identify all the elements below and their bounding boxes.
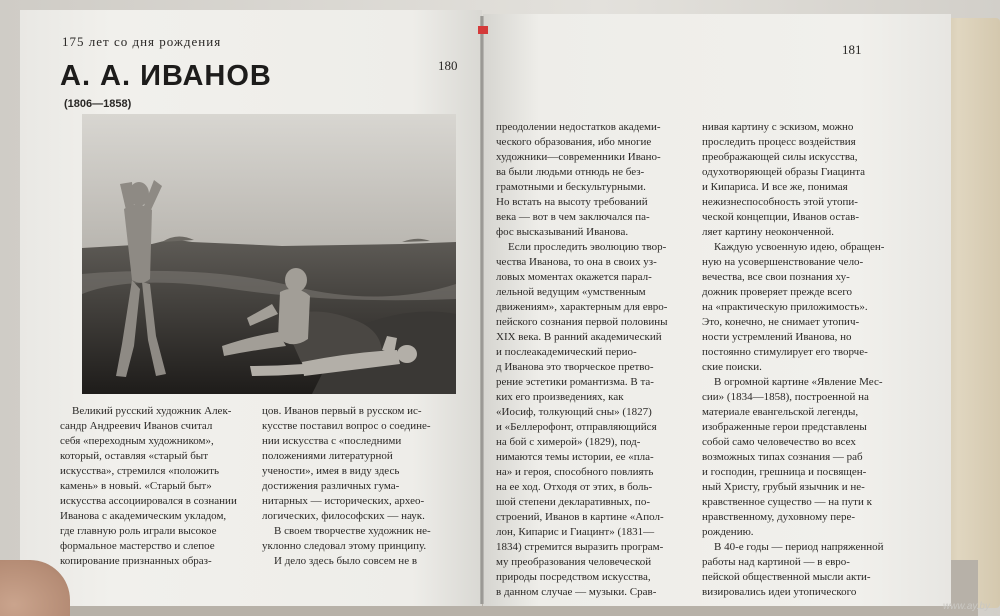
text-line: И дело здесь было совсем не в [274, 555, 418, 567]
text-line: Каждую усвоенную идею, обращен- [714, 241, 885, 253]
artist-dates: (1806—1858) [64, 98, 132, 110]
text-line: нимаются темы истории, ее «пла- [496, 451, 654, 463]
running-head: 175 лет со дня рождения [62, 34, 222, 49]
text-line: и послеакадемический перио- [496, 346, 637, 358]
text-line: Если проследить эволюцию твор- [508, 241, 667, 253]
text-column-4 [702, 120, 888, 600]
text-line: искусства ассоциировался в сознании [60, 495, 237, 507]
text-line: дожник проверяет прежде всего [702, 286, 853, 298]
text-line: «Иосиф, толкующий сны» (1827) [496, 406, 652, 418]
text-line: который, оставляя «старый быт [60, 450, 208, 462]
text-line: положениями литературной [262, 450, 393, 462]
text-line: ляет картину неоконченной. [702, 226, 834, 238]
text-line: ва были людьми отнюдь не без- [496, 166, 645, 178]
book-spine [480, 16, 484, 604]
text-line: пейской общественной мысли акти- [702, 571, 871, 583]
text-line: материале евангельской легенды, [702, 406, 859, 418]
text-line: искусства», стремился «положить [60, 465, 219, 477]
text-line: природы посредством искусства, [496, 571, 651, 583]
text-line: Иванова с академическим укладом, [60, 510, 227, 522]
text-line: грамотными и бескультурными. [496, 181, 646, 193]
text-line: рение эстетики романтизма. В та- [496, 376, 654, 388]
page-number-left: 180 [438, 58, 458, 73]
text-line: сандр Андреевич Иванов считал [60, 420, 213, 432]
text-line: движениям», характерным для евро- [496, 301, 668, 313]
text-line: сии» (1834—1858), построенной на [702, 391, 869, 403]
text-line: одухотворяющей образы Гиацинта [702, 166, 866, 178]
text-line: достижения различных гума- [262, 480, 400, 492]
text-line: строений, Иванов в картине «Апол- [496, 511, 664, 523]
text-line: рождению. [702, 526, 754, 538]
text-line: В огромной картине «Явление Мес- [714, 376, 883, 388]
text-line: собой само человечество во всех [702, 436, 856, 448]
text-line: Но встать на высоту требований [496, 196, 648, 208]
text-line: ких его произведениях, как [496, 391, 624, 403]
text-line: В своем творчестве художник не- [274, 525, 431, 537]
text-line: в данном случае — музыки. Срав- [496, 586, 657, 598]
text-line: XIX века. В ранний академический [496, 331, 662, 343]
text-line: нивая картину с эскизом, можно [702, 121, 854, 133]
text-line: ный Христу, грубый язычник и не- [702, 481, 865, 493]
text-line: цов. Иванов первый в русском ис- [262, 405, 422, 417]
text-line: и Кипариса. И все же, понимая [702, 181, 848, 193]
text-line: работы над картиной — в евро- [702, 556, 850, 568]
text-line: художники—современники Ивано- [496, 151, 661, 163]
text-line: и «Беллерофонт, отправляющийся [496, 421, 657, 433]
text-line: на» и героя, способного повлиять [496, 466, 654, 478]
text-line: возможных типах сознания — раб [702, 451, 863, 463]
page-number-right: 181 [842, 42, 862, 57]
text-line: Это, конечно, не снимает утопич- [702, 316, 860, 328]
article-title: А. А. ИВАНОВ [60, 60, 272, 92]
text-line: нежизнеспособность этой утопи- [702, 196, 858, 208]
text-line: ловых моментах окажется парал- [496, 271, 652, 283]
text-line: ские поиски. [702, 361, 762, 373]
text-line: и господин, грешница и посвящен- [702, 466, 867, 478]
text-line: формальное мастерство и слепое [60, 540, 215, 552]
text-line: себя «переходным художником», [60, 435, 214, 447]
text-line: ческого образования, ибо многие [496, 136, 652, 148]
text-line: визировались идеи утопического [702, 586, 857, 598]
text-line: ческой концепции, Иванов остав- [702, 211, 860, 223]
text-line: шой степени декларативных, по- [496, 496, 650, 508]
painting-reproduction [82, 114, 456, 394]
text-line: фос высказываний Иванова. [496, 226, 629, 238]
text-column-3 [496, 120, 688, 600]
text-line: проследить процесс воздействия [702, 136, 856, 148]
text-line: кусстве поставил вопрос о соедине- [262, 420, 431, 432]
text-line: нравственному, духовному пере- [702, 511, 856, 523]
text-line: кравственное существо — на пути к [702, 496, 872, 508]
text-line: лельной ведущим «умственным [496, 286, 646, 298]
text-line: постоянно стимулирует его творче- [702, 346, 868, 358]
text-line: копирование признанных образ- [60, 555, 212, 567]
bookmark-ribbon [478, 26, 488, 34]
text-line: логических, философских — наук. [262, 510, 425, 522]
text-line: вечества, все свои познания ху- [702, 271, 850, 283]
text-line: преображающей силы искусства, [702, 151, 858, 163]
text-line: ную на усовершенствование чело- [702, 256, 864, 268]
text-line: пейского сознания первой половины [496, 316, 668, 328]
text-line: на ее ход. Отходя от этих, в боль- [496, 481, 653, 493]
text-line: нитарных — исторических, архео- [262, 495, 425, 507]
text-line: на «практическую приложимость». [702, 301, 868, 313]
text-line: Великий русский художник Алек- [72, 405, 232, 417]
text-line: века — вот в чем заключался па- [496, 211, 650, 223]
text-line: на бой с химерой» (1829), под- [496, 436, 641, 448]
text-column-1 [60, 404, 250, 569]
text-line: уклонно следовал этому принципу. [262, 540, 427, 552]
text-line: В 40-е годы — период напряженной [714, 541, 884, 553]
text-line: учености», имея в виду здесь [262, 465, 400, 477]
text-line: чества Иванова, то она в своих уз- [496, 256, 657, 268]
text-line: где главную роль играли высокое [60, 525, 217, 537]
text-line: преодолении недостатков академи- [496, 121, 661, 133]
text-line: камень» в новый. «Старый быт» [60, 480, 212, 492]
text-line: лон, Кипарис и Гиацинт» (1831— [496, 526, 655, 538]
text-line: му преобразования человеческой [496, 556, 652, 568]
text-line: ности устремлений Иванова, но [702, 331, 852, 343]
text-line: нии искусства с «последними [262, 435, 402, 447]
text-line: д Иванова это творческое претво- [496, 361, 654, 373]
text-column-2 [262, 404, 454, 569]
text-line: изображенные герои представлены [702, 421, 867, 433]
text-line: 1834) стремится выразить програм- [496, 541, 664, 553]
watermark: www.ay.by [942, 601, 990, 612]
